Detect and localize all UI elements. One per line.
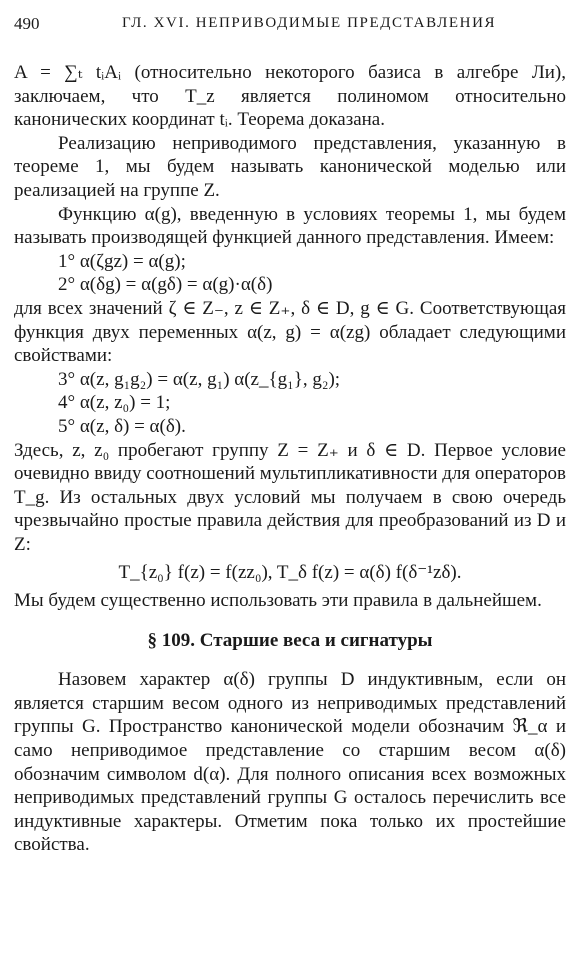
section-heading: § 109. Старшие веса и сигнатуры	[147, 629, 433, 651]
page-number: 490	[14, 14, 40, 33]
paragraph-theorem-end: A = ∑ₜ tᵢAᵢ (относительно некоторого базиса в алгебре Ли), заключаем, что T_z является полиномом относительно канонических координат tᵢ. Теорема доказана.	[14, 62, 566, 131]
property-5: 5° α(z, δ) = α(δ).	[58, 415, 186, 437]
page-header	[14, 14, 566, 38]
paragraph-usage: Мы будем существенно использовать эти правила в дальнейшем.	[14, 590, 542, 612]
paragraph-action-rules: Здесь, z, z₀ пробегают группу Z = Z₊ и δ ∈ D. Первое условие очевидно ввиду соотношений мультипликативности для операторов T_g. Из остальных двух условий мы получаем в свою очередь чрезвычайно простые правила действия для преобразований из D и Z:	[14, 439, 566, 555]
property-3: 3° α(z, g₁g₂) = α(z, g₁) α(z_{g₁}, g₂);	[58, 368, 341, 390]
display-equation-rules: T_{z₀} f(z) = f(zz₀), T_δ f(z) = α(δ) f(δ⁻¹zδ).	[118, 562, 462, 584]
paragraph-generating-function: Функцию α(g), введенную в условиях теоремы 1, мы будем называть производящей функцией данного представления. Имеем:	[14, 203, 566, 249]
paragraph-canonical-model: Реализацию неприводимого представления, указанную в теореме 1, мы будем называть канонической моделью или реализацией на группе Z.	[14, 132, 566, 201]
property-1: 1° α(ζgz) = α(g);	[58, 250, 186, 272]
property-4: 4° α(z, z₀) = 1;	[58, 392, 171, 414]
running-title: ГЛ. XVI. НЕПРИВОДИМЫЕ ПРЕДСТАВЛЕНИЯ	[122, 15, 497, 31]
paragraph-inductive-character: Назовем характер α(δ) группы D индуктивным, если он является старшим весом одного из неприводимых представлений группы G. Пространство канонической модели обозначим ℜ_α и само неприводимое представление со старшим весом α(δ) обозначим символом d(α). Для полного описания всех возможных неприводимых представлений группы G осталось перечислить все индуктивные характеры. Отметим пока только их простейшие свойства.	[14, 669, 566, 856]
property-2: 2° α(δg) = α(gδ) = α(g)·α(δ)	[58, 274, 273, 296]
page-body	[14, 61, 566, 857]
paragraph-two-variables: для всех значений ζ ∈ Z₋, z ∈ Z₊, δ ∈ D, g ∈ G. Соответствующая функция двух переменных α(z, g) = α(zg) обладает следующими свойствами:	[14, 297, 566, 367]
